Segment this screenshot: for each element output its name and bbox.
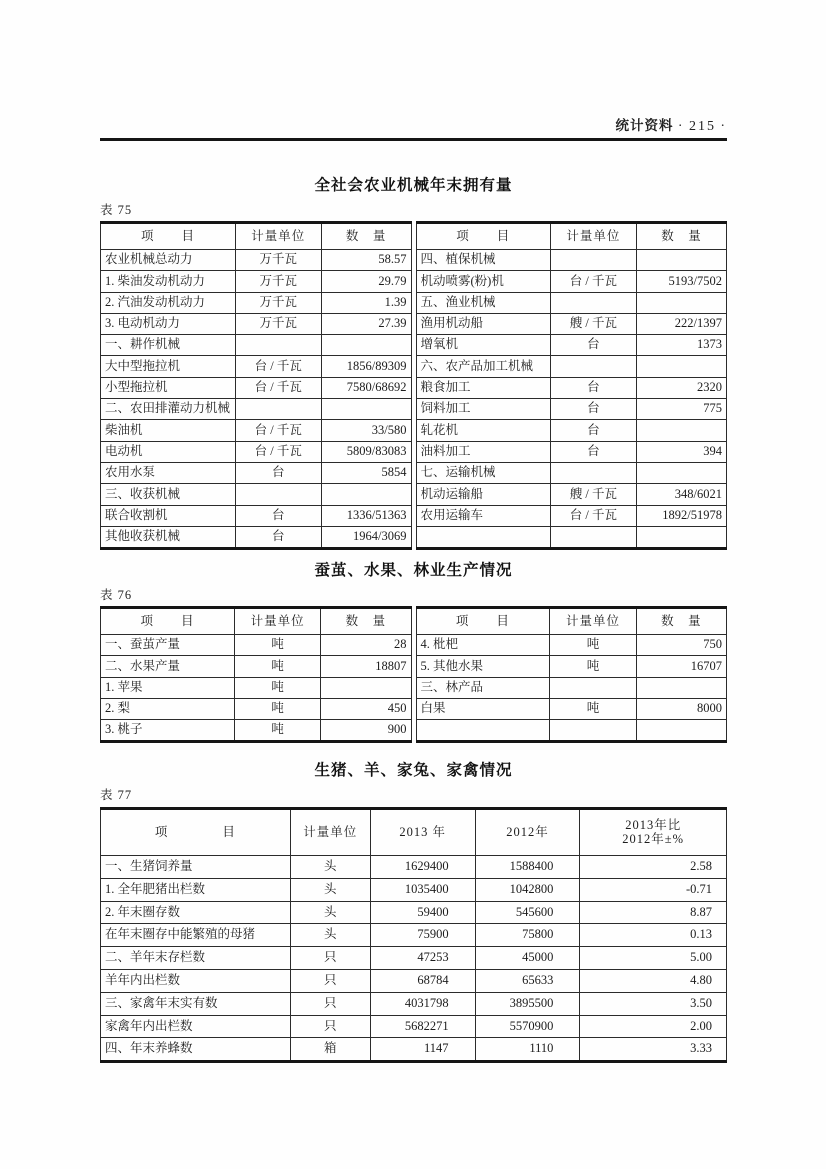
value-cell: 5809/83083 [321,441,411,462]
value-cell: 750 [636,635,726,656]
unit-cell: 台 [550,399,636,420]
unit-cell: 万千瓦 [235,313,321,334]
table-75-title: 全社会农业机械年末拥有量 [314,177,513,194]
unit-cell: 吨 [550,698,637,719]
value-cell: 1856/89309 [321,356,411,377]
value-cell [636,250,726,271]
value-cell [636,526,726,548]
value-2013-cell: 1147 [370,1038,475,1062]
unit-cell [235,335,321,356]
unit-cell: 万千瓦 [235,292,321,313]
pct-change-cell: 2.00 [580,1015,727,1038]
table-76-title: 蚕茧、水果、林业生产情况 [314,562,513,579]
table-77-label: 表 77 [100,788,133,802]
header-cell-qty: 数 量 [321,223,411,250]
value-cell: 58.57 [321,250,411,271]
unit-cell: 万千瓦 [235,250,321,271]
item-cell: 2. 汽油发动机动力 [101,292,236,313]
unit-cell: 吨 [234,677,320,698]
item-cell: 5. 其他水果 [416,656,550,677]
unit-cell: 吨 [234,720,320,742]
header-cell-unit: 计量单位 [235,223,321,250]
item-cell: 二、水果产量 [101,656,235,677]
item-cell: 家禽年内出栏数 [101,1015,291,1038]
unit-cell [235,399,321,420]
item-cell: 七、运输机械 [416,462,550,483]
header-cell-item: 项 目 [101,223,236,250]
table-row [101,878,727,901]
value-2013-cell: 59400 [370,901,475,924]
pct-change-cell: 8.87 [580,901,727,924]
section-table-77 [100,758,727,1063]
item-cell: 在年末圈存中能繁殖的母猪 [101,924,291,947]
unit-cell: 只 [290,992,370,1015]
item-cell: 农业机械总动力 [101,250,236,271]
table-row [101,698,412,719]
item-cell: 农用运输车 [416,505,550,526]
table-76-label: 表 76 [100,588,133,602]
table-row [101,924,727,947]
item-cell: 4. 枇杷 [416,635,550,656]
table-row [101,1038,727,1062]
unit-cell: 艘 / 千瓦 [550,484,636,505]
table-row [416,250,727,271]
page-header [616,114,727,135]
item-cell: 五、渔业机械 [416,292,550,313]
page-number: 215 [688,119,716,134]
header-rule [100,138,727,141]
value-2013-cell: 1629400 [370,856,475,879]
table-75-left [100,221,412,550]
unit-cell [550,250,636,271]
value-2012-cell: 545600 [475,901,580,924]
table-row [101,969,727,992]
table-row [416,698,727,719]
item-cell: 渔用机动船 [416,313,550,334]
header-cell-item: 项 目 [416,223,550,250]
table-row [101,441,412,462]
table-77-title: 生猪、羊、家兔、家禽情况 [314,762,513,779]
table-row [101,635,412,656]
page-header-dot2: · [720,119,727,134]
table-row [416,420,727,441]
unit-cell: 艘 / 千瓦 [550,313,636,334]
table-row [416,526,727,548]
value-cell [321,399,411,420]
unit-cell: 台 [550,335,636,356]
item-cell: 农用水泵 [101,462,236,483]
value-cell: 18807 [321,656,411,677]
value-cell [321,335,411,356]
stat-table [100,221,412,550]
value-cell [636,720,726,742]
value-cell: 348/6021 [636,484,726,505]
unit-cell: 台 / 千瓦 [550,505,636,526]
table-header-row [101,223,412,250]
item-cell: 2. 梨 [101,698,235,719]
stat-table [416,606,728,743]
table-75-right [416,221,728,550]
item-cell: 1. 苹果 [101,677,235,698]
unit-cell: 台 [550,377,636,398]
table-row [416,484,727,505]
unit-cell [550,356,636,377]
header-cell-item: 项 目 [101,809,291,856]
page-header-dot1: · [677,119,685,134]
table-row [101,292,412,313]
table-row [416,292,727,313]
table-header-row [416,223,727,250]
pct-change-cell: -0.71 [580,878,727,901]
table-row [101,677,412,698]
item-cell [416,720,550,742]
table-row [101,356,412,377]
table-row [101,526,412,548]
table-row [101,399,412,420]
value-cell: 33/580 [321,420,411,441]
table-76-right [416,606,728,743]
item-cell: 三、林产品 [416,677,550,698]
item-cell [416,526,550,548]
header-cell-2012: 2012年 [475,809,580,856]
value-cell [636,462,726,483]
item-cell: 3. 桃子 [101,720,235,742]
unit-cell: 台 [235,505,321,526]
table-row [416,313,727,334]
item-cell: 饲料加工 [416,399,550,420]
header-pct-line-1: 2013年比 [625,817,682,832]
table-row [101,250,412,271]
table-75-twin-wrap [100,221,727,550]
value-cell: 27.39 [321,313,411,334]
value-cell: 450 [321,698,411,719]
table-row [416,271,727,292]
value-cell [636,356,726,377]
table-row [101,856,727,879]
value-cell [636,677,726,698]
item-cell: 大中型拖拉机 [101,356,236,377]
value-2013-cell: 5682271 [370,1015,475,1038]
value-cell: 5854 [321,462,411,483]
table-header-row [416,608,727,635]
value-cell: 16707 [636,656,726,677]
table-row [416,505,727,526]
value-cell [636,292,726,313]
item-cell: 机动喷雾(粉)机 [416,271,550,292]
header-cell-item: 项 目 [101,608,235,635]
unit-cell: 只 [290,1015,370,1038]
table-76-twin-wrap [100,606,727,743]
table-76-left [100,606,412,743]
item-cell: 二、羊年末存栏数 [101,947,291,970]
unit-cell: 头 [290,924,370,947]
pct-change-cell: 0.13 [580,924,727,947]
unit-cell: 吨 [234,656,320,677]
item-cell: 油料加工 [416,441,550,462]
header-cell-item: 项 目 [416,608,550,635]
pct-change-cell: 3.50 [580,992,727,1015]
header-cell-qty: 数 量 [636,223,726,250]
unit-cell: 台 [235,462,321,483]
unit-cell: 台 [550,420,636,441]
table-row [101,271,412,292]
value-2012-cell: 45000 [475,947,580,970]
item-cell: 轧花机 [416,420,550,441]
table-header-row [101,809,727,856]
table-row [101,720,412,742]
table-row [101,901,727,924]
item-cell: 四、植保机械 [416,250,550,271]
table-row [101,1015,727,1038]
table-row [416,720,727,742]
stat-table [100,606,412,743]
table-row [416,656,727,677]
item-cell: 二、农田排灌动力机械 [101,399,236,420]
value-cell: 1964/3069 [321,526,411,548]
value-cell: 394 [636,441,726,462]
table-row [101,377,412,398]
value-cell: 775 [636,399,726,420]
item-cell: 1. 柴油发动机动力 [101,271,236,292]
header-cell-2013: 2013 年 [370,809,475,856]
value-2013-cell: 1035400 [370,878,475,901]
value-cell: 28 [321,635,411,656]
item-cell: 柴油机 [101,420,236,441]
unit-cell [550,462,636,483]
unit-cell: 吨 [234,635,320,656]
table-row [416,462,727,483]
value-2013-cell: 75900 [370,924,475,947]
stat-table-77 [100,807,727,1063]
item-cell: 粮食加工 [416,377,550,398]
unit-cell [235,484,321,505]
unit-cell: 台 / 千瓦 [235,441,321,462]
value-cell [636,420,726,441]
header-cell-unit: 计量单位 [290,809,370,856]
unit-cell: 万千瓦 [235,271,321,292]
header-cell-qty: 数 量 [636,608,726,635]
item-cell: 三、收获机械 [101,484,236,505]
unit-cell: 台 / 千瓦 [235,420,321,441]
unit-cell: 吨 [550,635,637,656]
unit-cell: 头 [290,878,370,901]
value-cell: 222/1397 [636,313,726,334]
value-2013-cell: 4031798 [370,992,475,1015]
unit-cell: 吨 [550,656,637,677]
unit-cell: 台 / 千瓦 [235,377,321,398]
unit-cell: 头 [290,901,370,924]
item-cell: 三、家禽年末实有数 [101,992,291,1015]
value-cell: 1.39 [321,292,411,313]
item-cell: 羊年内出栏数 [101,969,291,992]
value-2012-cell: 75800 [475,924,580,947]
item-cell: 1. 全年肥猪出栏数 [101,878,291,901]
table-row [101,462,412,483]
value-2013-cell: 47253 [370,947,475,970]
value-2012-cell: 1588400 [475,856,580,879]
value-cell: 8000 [636,698,726,719]
unit-cell: 台 [235,526,321,548]
table-row [416,335,727,356]
pct-change-cell: 4.80 [580,969,727,992]
item-cell: 其他收获机械 [101,526,236,548]
item-cell: 白果 [416,698,550,719]
table-row [416,399,727,420]
stat-table [416,221,728,550]
value-2012-cell: 3895500 [475,992,580,1015]
unit-cell: 吨 [234,698,320,719]
table-row [101,335,412,356]
unit-cell: 台 / 千瓦 [235,356,321,377]
table-row [416,377,727,398]
table-row [416,356,727,377]
item-cell: 一、生猪饲养量 [101,856,291,879]
pct-change-cell: 5.00 [580,947,727,970]
value-cell: 5193/7502 [636,271,726,292]
value-cell: 2320 [636,377,726,398]
value-cell: 900 [321,720,411,742]
item-cell: 电动机 [101,441,236,462]
table-row [101,484,412,505]
value-2012-cell: 5570900 [475,1015,580,1038]
value-2012-cell: 1042800 [475,878,580,901]
table-row [416,635,727,656]
value-cell [321,677,411,698]
pct-change-cell: 2.58 [580,856,727,879]
item-cell: 六、农产品加工机械 [416,356,550,377]
value-cell [321,484,411,505]
header-cell-qty: 数 量 [321,608,411,635]
table-row [101,505,412,526]
table-row [101,656,412,677]
unit-cell [550,526,636,548]
value-2013-cell: 68784 [370,969,475,992]
item-cell: 增氧机 [416,335,550,356]
unit-cell: 台 / 千瓦 [550,271,636,292]
page-header-text: 统计资料 [615,118,674,133]
value-2012-cell: 1110 [475,1038,580,1062]
unit-cell: 只 [290,947,370,970]
pct-change-cell: 3.33 [580,1038,727,1062]
table-row [101,420,412,441]
table-75-label: 表 75 [100,203,133,217]
unit-cell [550,292,636,313]
header-cell-pct-change [580,809,727,856]
item-cell: 联合收割机 [101,505,236,526]
table-row [101,947,727,970]
unit-cell: 头 [290,856,370,879]
table-row [101,313,412,334]
table-77-wrap [100,807,727,1063]
item-cell: 3. 电动机动力 [101,313,236,334]
section-table-75 [100,173,727,550]
value-cell: 1336/51363 [321,505,411,526]
item-cell: 机动运输船 [416,484,550,505]
item-cell: 2. 年末圈存数 [101,901,291,924]
item-cell: 一、耕作机械 [101,335,236,356]
header-cell-unit: 计量单位 [550,608,637,635]
header-cell-unit: 计量单位 [234,608,320,635]
table-header-row [101,608,412,635]
table-row [416,441,727,462]
item-cell: 小型拖拉机 [101,377,236,398]
value-cell: 7580/68692 [321,377,411,398]
table-row [416,677,727,698]
table-row [101,992,727,1015]
unit-cell: 台 [550,441,636,462]
section-table-76 [100,558,727,743]
value-cell: 1892/51978 [636,505,726,526]
value-cell: 1373 [636,335,726,356]
unit-cell [550,677,637,698]
header-cell-unit: 计量单位 [550,223,636,250]
unit-cell: 只 [290,969,370,992]
value-2012-cell: 65633 [475,969,580,992]
item-cell: 四、年末养蜂数 [101,1038,291,1062]
header-pct-line-2: 2012年±% [622,831,685,846]
value-cell: 29.79 [321,271,411,292]
unit-cell [550,720,637,742]
unit-cell: 箱 [290,1038,370,1062]
item-cell: 一、蚕茧产量 [101,635,235,656]
